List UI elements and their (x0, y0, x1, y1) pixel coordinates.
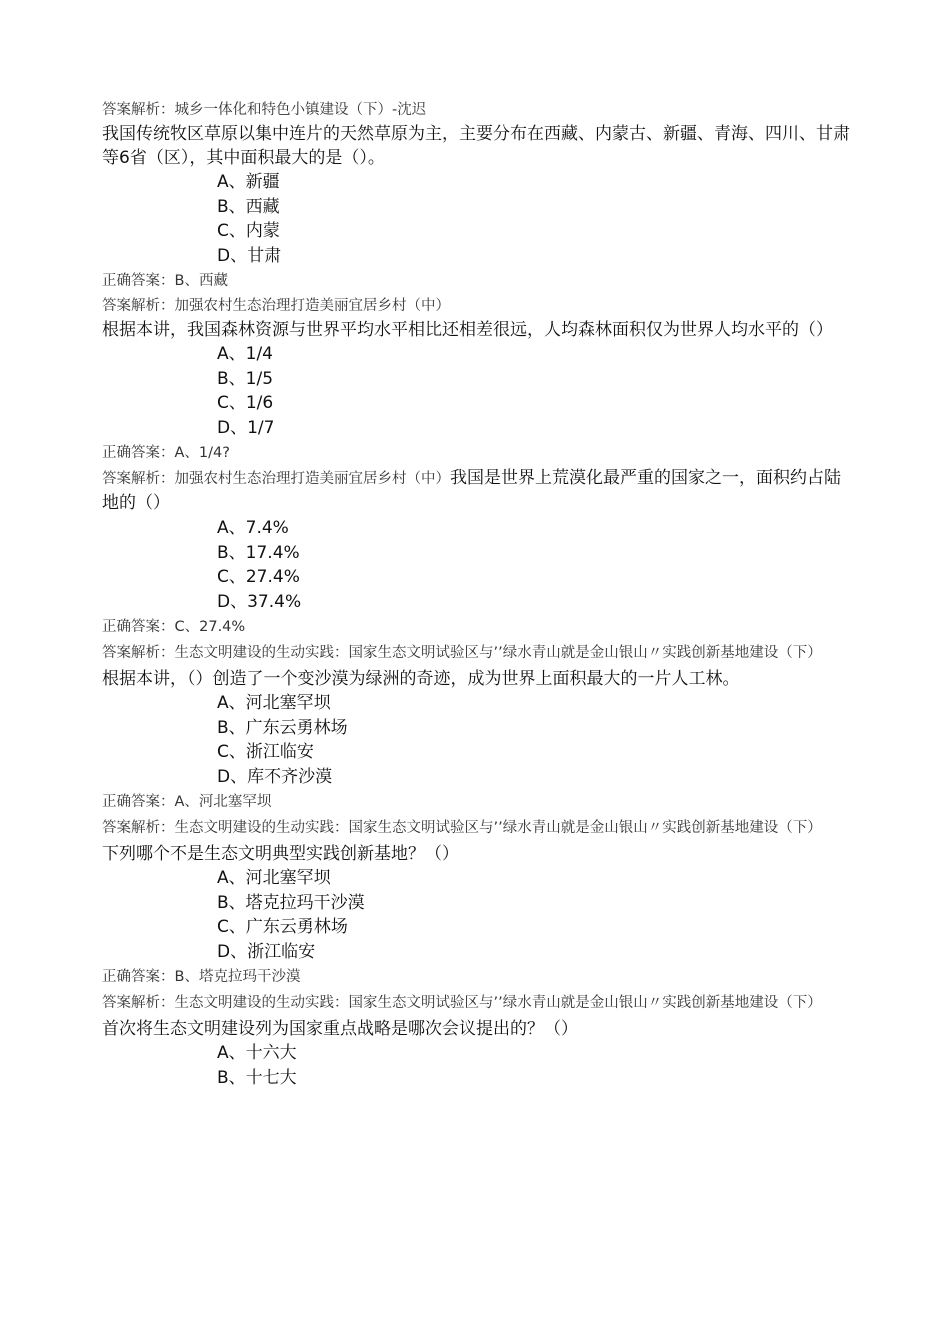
correct-answer: 正确答案：B、塔克拉玛干沙漠 (102, 969, 301, 985)
answer-option: C、1/6 (217, 393, 274, 413)
answer-option: A、河北塞罕坝 (217, 868, 331, 888)
answer-option: B、17.4% (217, 542, 300, 563)
answer-option: C、浙江临安 (217, 742, 314, 762)
correct-answer: 正确答案：A、1/4? (102, 445, 230, 461)
correct-answer: 正确答案：B、西藏 (102, 273, 228, 289)
answer-option: D、37.4% (217, 591, 302, 612)
answer-option: A、1/4 (217, 344, 273, 364)
answer-option: A、7.4% (217, 518, 289, 538)
question-text: 根据本讲，（）创造了一个变沙漠为绿洲的奇迹，成为世界上面积最大的一片人工林。 (102, 669, 740, 689)
explanation-line: 答案解析：生态文明建设的生动实践：国家生态文明试验区与’’绿水青山就是金山银山〃实践创新基地建设（下） (102, 645, 822, 661)
question-text: 下列哪个不是生态文明典型实践创新基地？（） (102, 844, 459, 864)
explanation-with-question (102, 466, 852, 516)
answer-option: D、库不齐沙漠 (217, 766, 333, 787)
question-inline: 我国是世界上荒漠化最严重的国家之一，面积约占陆地的（） (102, 468, 841, 513)
explanation-line: 答案解析：生态文明建设的生动实践：国家生态文明试验区与’’绿水青山就是金山银山〃实践创新基地建设（下） (102, 995, 822, 1011)
answer-option: A、河北塞罕坝 (217, 693, 331, 713)
question-text: 根据本讲，我国森林资源与世界平均水平相比还相差很远，人均森林面积仅为世界人均水平的（） (102, 320, 833, 340)
answer-option: B、1/5 (217, 368, 274, 389)
answer-option: B、西藏 (217, 196, 280, 217)
answer-option: D、1/7 (217, 417, 275, 438)
answer-option: D、甘肃 (217, 245, 282, 266)
answer-option: C、广东云勇林场 (217, 917, 348, 937)
question-text: 首次将生态文明建设列为国家重点战略是哪次会议提出的？（） (102, 1019, 578, 1039)
explanation-line: 答案解析：生态文明建设的生动实践：国家生态文明试验区与’’绿水青山就是金山银山〃实践创新基地建设（下） (102, 820, 822, 836)
correct-answer: 正确答案：C、27.4% (102, 619, 246, 635)
answer-option: B、广东云勇林场 (217, 717, 348, 738)
answer-option: B、塔克拉玛干沙漠 (217, 892, 365, 913)
answer-option: A、新疆 (217, 172, 280, 192)
explanation-line: 答案解析：加强农村生态治理打造美丽宜居乡村（中） (102, 298, 450, 314)
answer-option: C、27.4% (217, 567, 300, 587)
answer-option: C、内蒙 (217, 221, 280, 241)
answer-option: B、十七大 (217, 1067, 297, 1088)
explanation-inline: 答案解析：加强农村生态治理打造美丽宜居乡村（中） (102, 471, 450, 487)
answer-option: D、浙江临安 (217, 941, 316, 962)
document-page (102, 98, 852, 1090)
question-text: 我国传统牧区草原以集中连片的天然草原为主，主要分布在西藏、内蒙古、新疆、青海、四川、甘肃等6省（区），其中面积最大的是（）。 (102, 124, 850, 168)
explanation-line: 答案解析：城乡一体化和特色小镇建设（下）-沈迟 (102, 102, 427, 118)
correct-answer: 正确答案：A、河北塞罕坝 (102, 794, 272, 810)
answer-option: A、十六大 (217, 1043, 297, 1063)
